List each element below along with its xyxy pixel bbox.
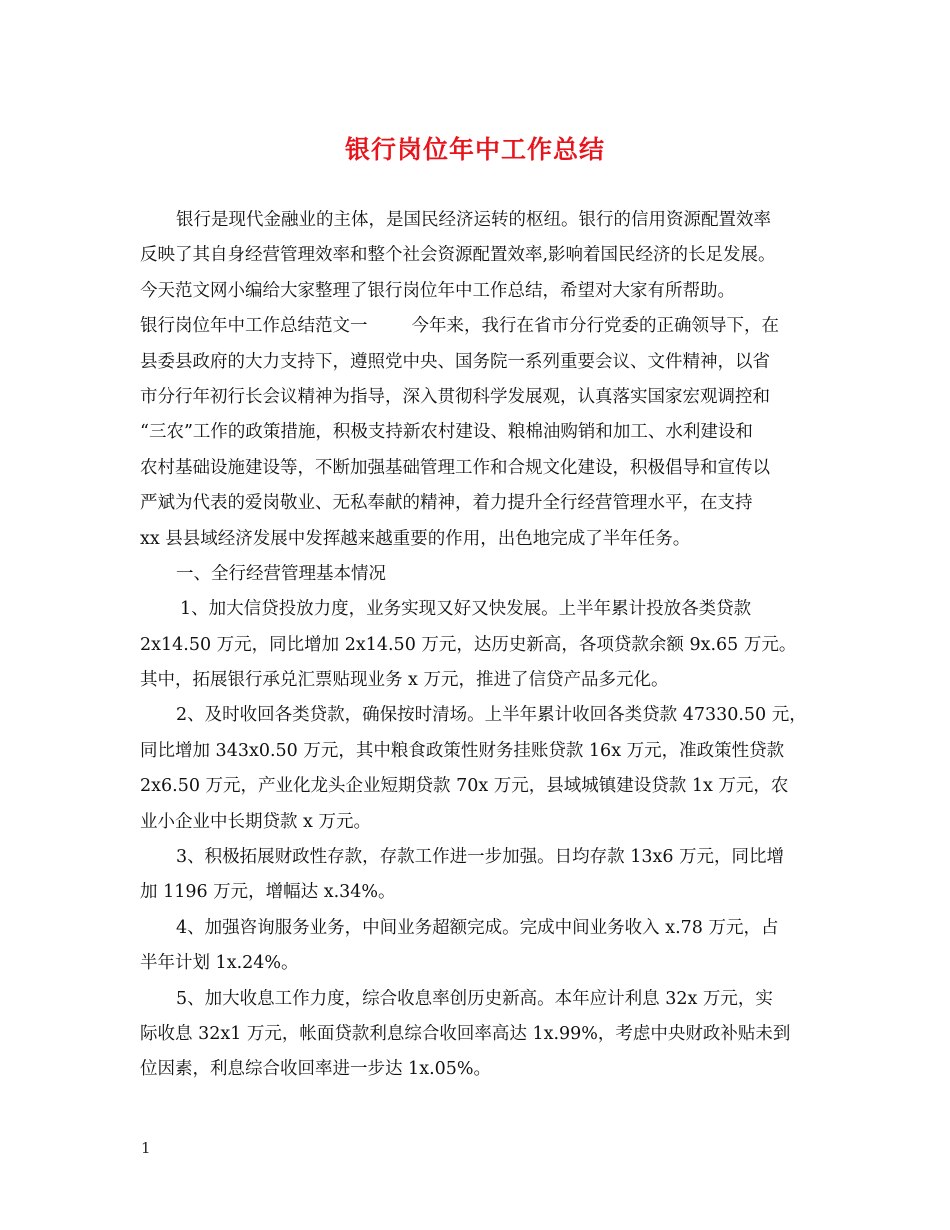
text-line bbox=[140, 309, 825, 344]
document-body bbox=[140, 203, 825, 1088]
text-line: xx 县县域经济发展中发挥越来越重要的作用，出色地完成了半年任务。 bbox=[140, 528, 691, 549]
text-line: 农村基础设施建设等，不断加强基础管理工作和合规文化建设，积极倡导和宣传以 bbox=[140, 457, 770, 478]
text-line: 5、加大收息工作力度，综合收息率创历史新高。本年应计利息 32x 万元，实 bbox=[176, 988, 773, 1009]
text-line: 半年计划 1x.24%。 bbox=[140, 953, 299, 974]
text-line: 同比增加 343x0.50 万元，其中粮食政策性财务挂账贷款 16x 万元，准政策性贷款 bbox=[140, 740, 785, 761]
text-line: 4、加强咨询服务业务，中间业务超额完成。完成中间业务收入 x.78 万元，占 bbox=[176, 917, 779, 938]
document-title: 银行岗位年中工作总结 bbox=[344, 135, 605, 164]
section-heading: 一、全行经营管理基本情况 bbox=[176, 563, 386, 584]
text-line: 2x14.50 万元，同比增加 2x14.50 万元，达历史新高，各项贷款余额 9x.65 万元。 bbox=[140, 634, 797, 655]
text-span: 今年来，我行在省市分行党委的正确领导下，在 bbox=[411, 316, 779, 337]
text-line: 业小企业中长期贷款 x 万元。 bbox=[140, 811, 371, 832]
text-line: 位因素，利息综合收回率进一步达 1x.05%。 bbox=[140, 1059, 492, 1080]
text-line: 严斌为代表的爱岗敬业、无私奉献的精神，着力提升全行经营管理水平，在支持 bbox=[140, 493, 753, 514]
text-line: 2、及时收回各类贷款，确保按时清场。上半年累计收回各类贷款 47330.50 元， bbox=[176, 705, 807, 726]
text-line: 市分行年初行长会议精神为指导，深入贯彻科学发展观，认真落实国家宏观调控和 bbox=[140, 386, 770, 407]
text-line: 其中，拓展银行承兑汇票贴现业务 x 万元，推进了信贷产品多元化。 bbox=[140, 670, 669, 691]
page-number: 1 bbox=[141, 1139, 151, 1157]
text-line: 3、积极拓展财政性存款，存款工作进一步加强。日均存款 13x6 万元，同比增 bbox=[176, 847, 785, 868]
text-line: 今天范文网小编给大家整理了银行岗位年中工作总结，希望对大家有所帮助。 bbox=[140, 280, 735, 301]
text-line: “三农”工作的政策措施，积极支持新农村建设、粮棉油购销和加工、水利建设和 bbox=[140, 422, 753, 443]
text-line: 加 1196 万元，增幅达 x.34%。 bbox=[140, 882, 396, 903]
text-line: 际收息 32x1 万元，帐面贷款利息综合收回率高达 1x.99%，考虑中央财政补贴未到 bbox=[140, 1023, 791, 1044]
section-heading: 银行岗位年中工作总结范文一 bbox=[140, 316, 368, 337]
text-line: 反映了其自身经营管理效率和整个社会资源配置效率,影响着国民经济的长足发展。 bbox=[140, 245, 776, 266]
text-line: 银行是现代金融业的主体，是国民经济运转的枢纽。银行的信用资源配置效率 bbox=[176, 210, 771, 230]
text-line: 2x6.50 万元，产业化龙头企业短期贷款 70x 万元，县域城镇建设贷款 1x 万元，农 bbox=[140, 776, 789, 797]
text-line: 县委县政府的大力支持下，遵照党中央、国务院一系列重要会议、文件精神，以省 bbox=[140, 351, 770, 372]
text-line: 1、加大信贷投放力度，业务实现又好又快发展。上半年累计投放各类贷款 bbox=[180, 599, 752, 620]
